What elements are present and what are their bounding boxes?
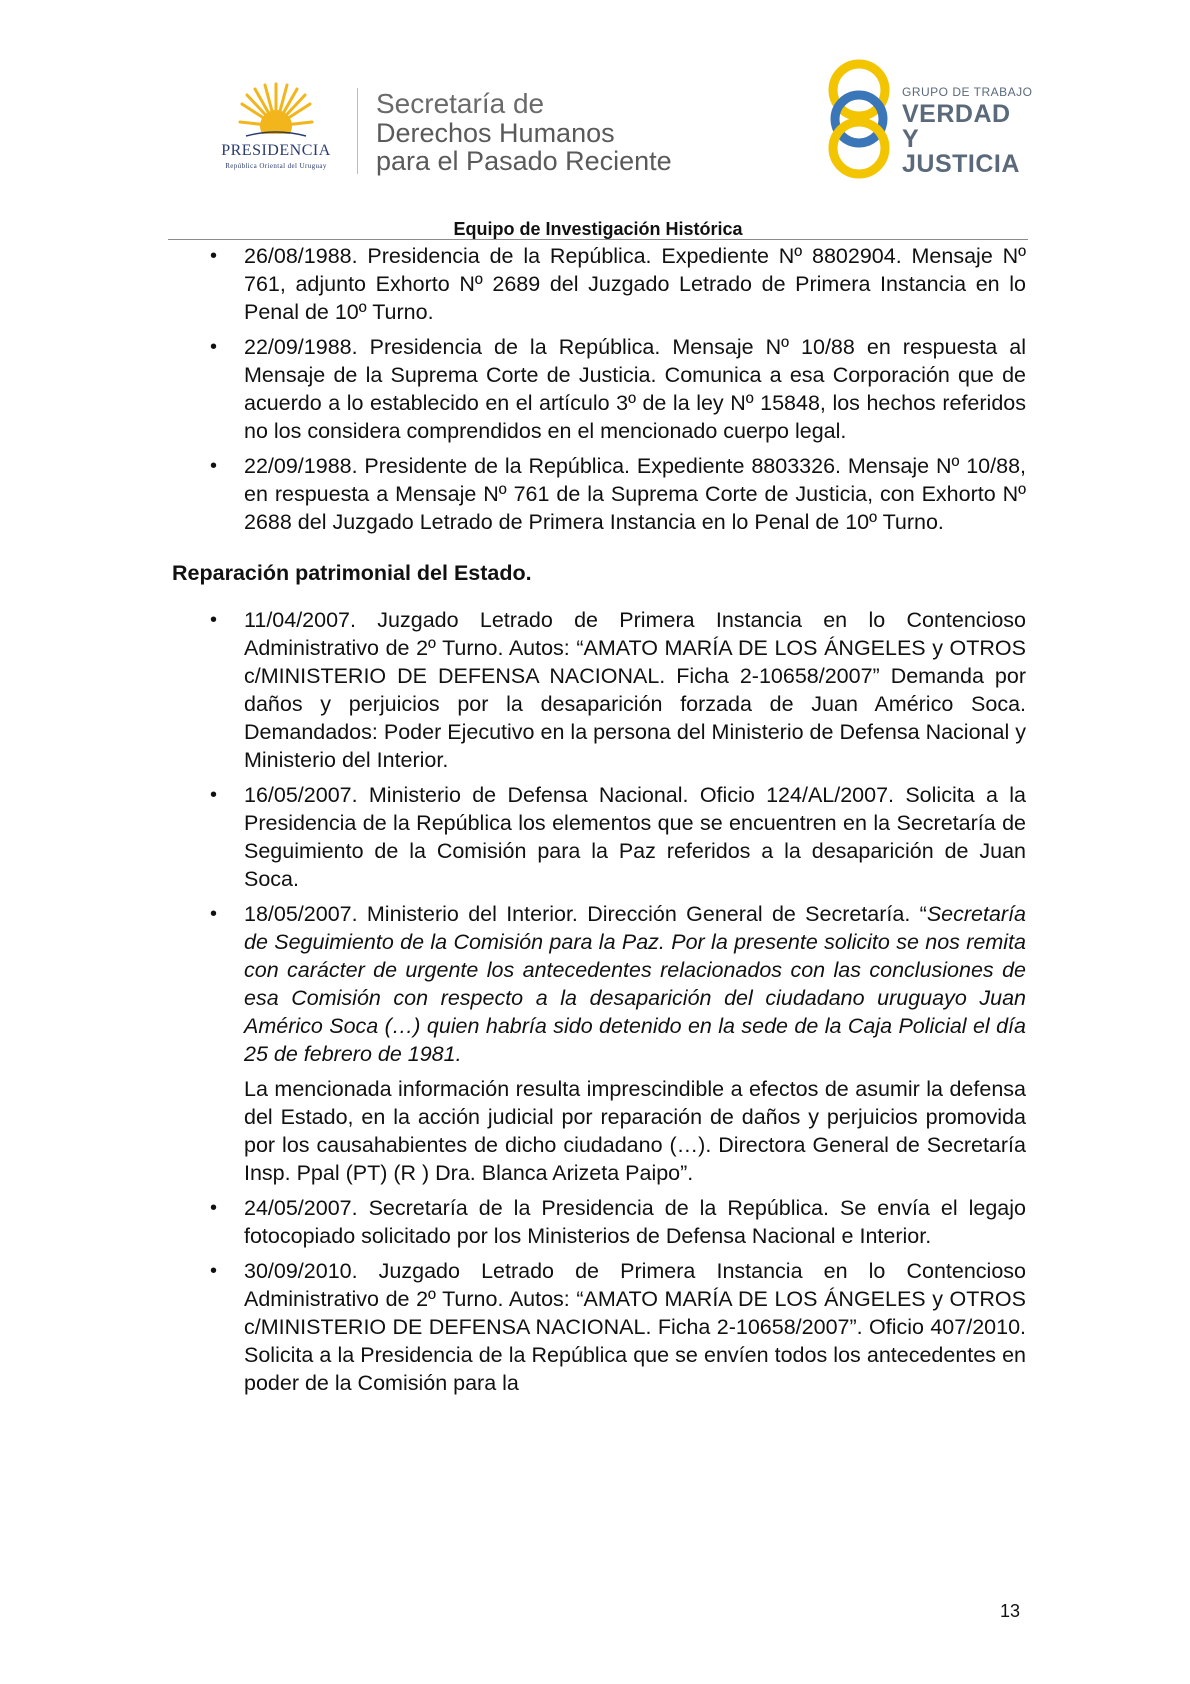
header-divider xyxy=(357,88,358,174)
header-caption: Equipo de Investigación Histórica xyxy=(453,219,743,239)
list-item xyxy=(172,242,1026,326)
verdad-justicia-wordmark xyxy=(902,86,1034,177)
grupo-de-trabajo-label: GRUPO DE TRABAJO xyxy=(902,85,1033,99)
bullet-icon: • xyxy=(210,336,218,358)
list-item xyxy=(172,333,1026,445)
entry-list-bottom xyxy=(172,606,1026,1397)
entry-text: 30/09/2010. Juzgado Letrado de Primera Instancia en lo Contencioso Administrativo de 2º Turno. Autos: “AMATO MARÍA DE LOS ÁNGELES y OTROS c/MINISTERIO DE DEFENSA NACIONAL. Ficha 2-10658/2007”. Oficio 407/2010. Solicita a la Presidencia de la República que se envíen todos los antecedentes en poder de la Comisión para la xyxy=(244,1259,1026,1395)
bullet-icon: • xyxy=(210,1260,218,1282)
verdad-label: VERDAD Y xyxy=(902,100,1011,153)
list-item xyxy=(172,900,1026,1187)
header-rule xyxy=(168,239,1028,240)
list-item xyxy=(172,781,1026,893)
presidencia-wordmark: PRESIDENCIA xyxy=(221,142,331,159)
bullet-icon: • xyxy=(210,784,218,806)
bullet-icon: • xyxy=(210,245,218,267)
presidencia-subtitle: República Oriental del Uruguay xyxy=(225,162,327,170)
document-body xyxy=(172,242,1026,1404)
bullet-icon: • xyxy=(210,455,218,477)
bullet-icon: • xyxy=(210,903,218,925)
entry-text: 22/09/1988. Presidente de la República. Expediente 8803326. Mensaje Nº 10/88, en respuesta a Mensaje Nº 761 de la Suprema Corte de Justicia, con Exhorto Nº 2688 del Juzgado Letrado de Primera Instancia en lo Penal de 10º Turno. xyxy=(244,454,1026,534)
page-number: 13 xyxy=(1000,1601,1021,1621)
entry-text: 26/08/1988. Presidencia de la República. Expediente Nº 8802904. Mensaje Nº 761, adjunto Exhorto Nº 2689 del Juzgado Letrado de Primera Instancia en lo Penal de 10º Turno. xyxy=(244,244,1026,324)
list-item xyxy=(172,1194,1026,1250)
rings-icon xyxy=(824,56,894,181)
secretaria-line-3: para el Pasado Reciente xyxy=(376,146,672,176)
entry-text: 16/05/2007. Ministerio de Defensa Nacional. Oficio 124/AL/2007. Solicita a la Presidencia de la República los elementos que se encuentren en la Secretaría de Seguimiento de la Comisión para la Paz referidos a la desaparición de Juan Soca. xyxy=(244,783,1026,891)
bullet-icon: • xyxy=(210,609,218,631)
list-item xyxy=(172,452,1026,536)
entry-list-top xyxy=(172,242,1026,536)
entry-quote: Secretaría de Seguimiento de la Comisión para la Paz. Por la presente solicito se nos remita con carácter de urgente los antecedentes relacionados con las conclusiones de esa Comisión con respecto a la desaparición del ciudadano uruguayo Juan Américo Soca (…) quien habría sido detenido en la sede de la Caja Policial el día 25 de febrero de 1981. xyxy=(244,902,1026,1066)
entry-intro: 18/05/2007. Ministerio del Interior. Dirección General de Secretaría. “ xyxy=(244,902,927,926)
bullet-icon: • xyxy=(210,1197,218,1219)
entry-text: 22/09/1988. Presidencia de la República. Mensaje Nº 10/88 en respuesta al Mensaje de la Suprema Corte de Justicia. Comunica a esa Corporación que de acuerdo a lo establecido en el artículo 3º de la ley Nº 15848, los hechos referidos no los considera comprendidos en el mencionado cuerpo legal. xyxy=(244,335,1026,443)
secretaria-line-1: Secretaría de xyxy=(376,88,545,119)
presidencia-logo xyxy=(196,80,356,175)
secretaria-title xyxy=(376,90,672,176)
list-item xyxy=(172,1257,1026,1397)
entry-text: 24/05/2007. Secretaría de la Presidencia de la República. Se envía el legajo fotocopiado solicitado por los Ministerios de Defensa Nacional e Interior. xyxy=(244,1196,1026,1248)
page-header xyxy=(0,0,1190,240)
verdad-justicia-logo xyxy=(824,56,1034,181)
section-heading: Reparación patrimonial del Estado. xyxy=(172,561,532,585)
entry-continuation: La mencionada información resulta imprescindible a efectos de asumir la defensa del Estado, en la acción judicial por reparación de daños y perjuicios promovida por los causahabientes de dicho ciudadano (…). Directora General de Secretaría Insp. Ppal (PT) (R ) Dra. Blanca Arizeta Paipo”. xyxy=(244,1077,1026,1185)
justicia-label: JUSTICIA xyxy=(902,150,1020,178)
list-item xyxy=(172,606,1026,774)
secretaria-line-2: Derechos Humanos xyxy=(376,118,615,148)
entry-text: 11/04/2007. Juzgado Letrado de Primera Instancia en lo Contencioso Administrativo de 2º Turno. Autos: “AMATO MARÍA DE LOS ÁNGELES y OTROS c/MINISTERIO DE DEFENSA NACIONAL. Ficha 2-10658/2007” Demanda por daños y perjuicios por la desaparición forzada de Juan Américo Soca. Demandados: Poder Ejecutivo en la persona del Ministerio de Defensa Nacional y Ministerio del Interior. xyxy=(244,608,1026,772)
